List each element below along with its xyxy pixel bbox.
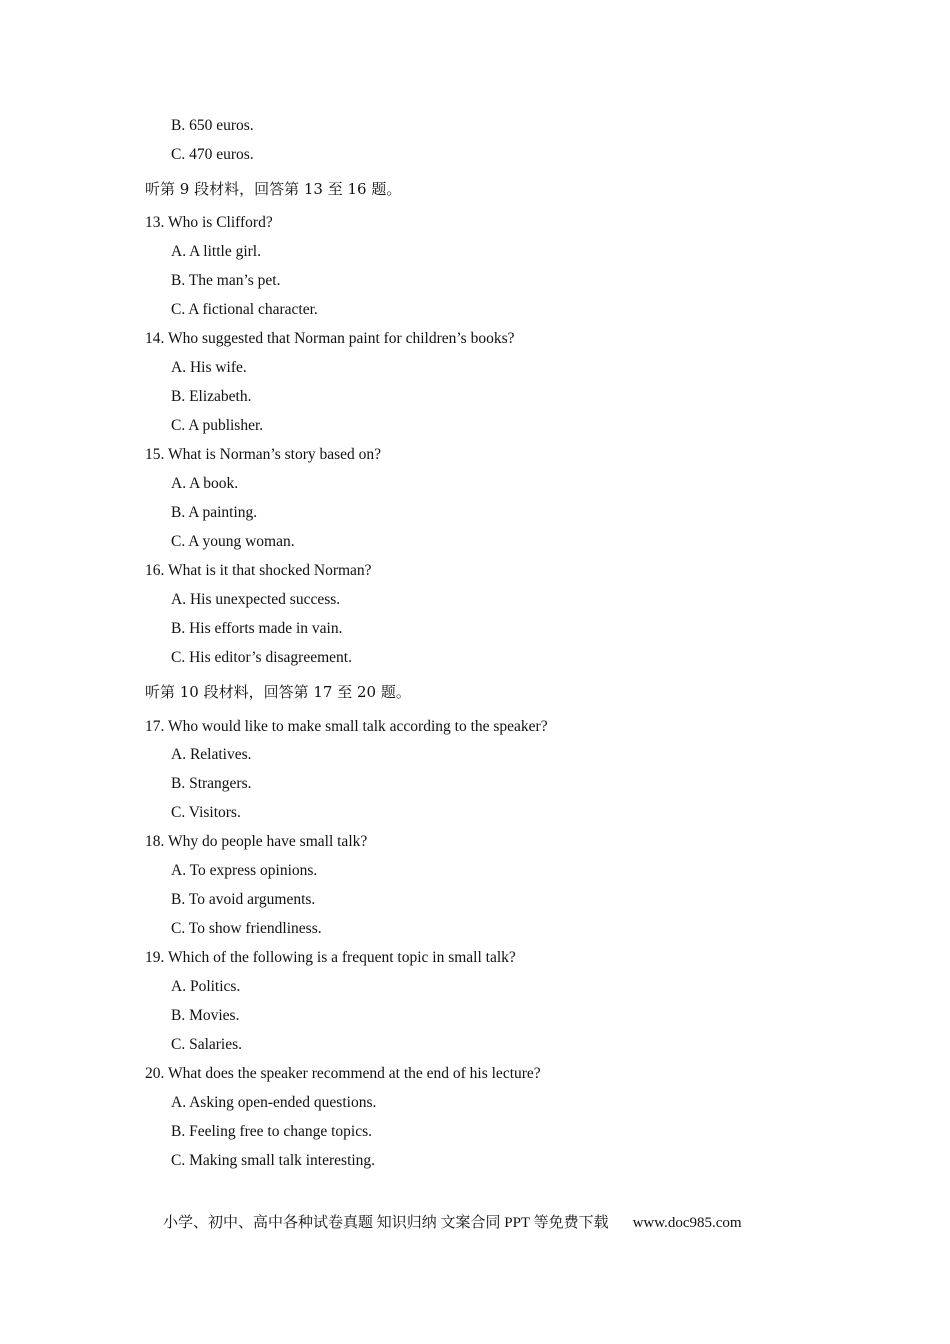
option-text: C. Visitors.	[171, 804, 241, 821]
option-text: A. His wife.	[171, 359, 247, 376]
option-text: A. Relatives.	[171, 746, 252, 763]
option-text: A. A book.	[171, 475, 239, 492]
page-footer	[163, 1213, 742, 1233]
question-text: 19. Which of the following is a frequent topic in small talk?	[145, 949, 516, 966]
option-text: B. The man’s pet.	[171, 272, 281, 289]
option-text: C. A fictional character.	[171, 301, 318, 318]
option-text: C. Salaries.	[171, 1036, 243, 1053]
option-text: A. To express opinions.	[171, 862, 318, 879]
option-text: B. Movies.	[171, 1007, 240, 1024]
option-text: A. His unexpected success.	[171, 591, 341, 608]
question-text: 18. Why do people have small talk?	[145, 833, 368, 850]
option-text: C. Making small talk interesting.	[171, 1152, 376, 1169]
question-text: 13. Who is Clifford?	[145, 214, 273, 231]
option-text: A. A little girl.	[171, 243, 261, 260]
section-heading: 听第 10 段材料，回答第 17 至 20 题。	[145, 683, 411, 701]
footer-text: 小学、初中、高中各种试卷真题 知识归纳 文案合同 PPT 等免费下载	[163, 1215, 609, 1231]
option-text: C. A young woman.	[171, 533, 295, 550]
option-text: C. A publisher.	[171, 417, 264, 434]
section-heading: 听第 9 段材料，回答第 13 至 16 题。	[145, 180, 402, 198]
option-text: A. Politics.	[171, 978, 241, 995]
option-text: B. 650 euros.	[171, 117, 254, 134]
option-text: C. 470 euros.	[171, 146, 254, 163]
option-text: B. Elizabeth.	[171, 388, 252, 405]
option-text: B. A painting.	[171, 504, 258, 521]
option-text: C. To show friendliness.	[171, 920, 322, 937]
question-text: 15. What is Norman’s story based on?	[145, 446, 382, 463]
question-text: 17. Who would like to make small talk according to the speaker?	[145, 718, 548, 735]
footer-site-link[interactable]: www.doc985.com	[632, 1215, 742, 1231]
option-text: C. His editor’s disagreement.	[171, 649, 352, 666]
question-text: 14. Who suggested that Norman paint for children’s books?	[145, 330, 515, 347]
option-text: B. Feeling free to change topics.	[171, 1123, 373, 1140]
option-text: B. Strangers.	[171, 775, 252, 792]
option-text: B. His efforts made in vain.	[171, 620, 343, 637]
option-text: B. To avoid arguments.	[171, 891, 316, 908]
option-text: A. Asking open-ended questions.	[171, 1094, 377, 1111]
question-text: 20. What does the speaker recommend at the end of his lecture?	[145, 1065, 541, 1082]
question-text: 16. What is it that shocked Norman?	[145, 562, 372, 579]
